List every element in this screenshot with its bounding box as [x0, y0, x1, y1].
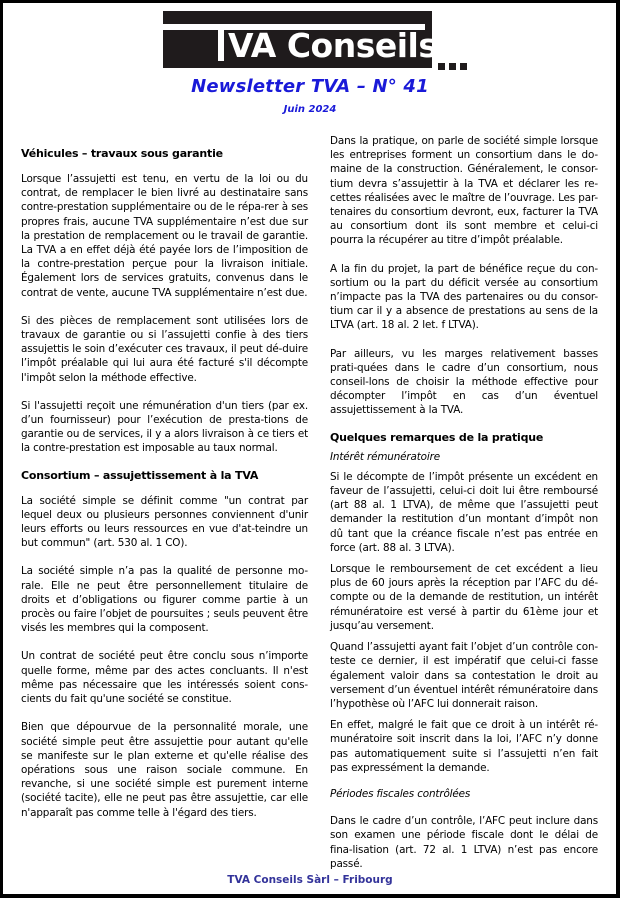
section-heading-remarks: Quelques remarques de la pratique — [330, 430, 544, 444]
paragraph: Lorsque le remboursement de cet excédent a lieu plus de 60 jours après la réception par l’AFC du dé-compte ou de la demande de restitution, un intérêt rémunératoire est versé à partir du 61ème jour et jusqu’au versement. — [330, 563, 598, 632]
paragraph: La société simple se définit comme "un contrat par lequel deux ou plusieurs personnes conviennent d'unir leurs efforts ou leurs ressources en vue d'at-teindre un but commun" (art. 530 al. 1 CO). — [21, 494, 308, 550]
paragraph: Bien que dépourvue de la personnalité morale, une société simple peut être assujettie pour autant qu'elle se manifeste sur le plan externe et qu'elle réalise des opérations sous une raison sociale commune. En revanche, si une société simple est purement interne (société tacite), elle ne peut pas être assujettie, car elle n'apparaît pas comme telle à l'égard des tiers. — [21, 721, 308, 819]
subheading-fiscal-periods: Périodes fiscales contrôlées — [330, 787, 471, 800]
right-column — [330, 134, 598, 871]
logo-ellipsis-icon — [438, 57, 474, 67]
paragraph: Dans le cadre d’un contrôle, l’AFC peut inclure dans son examen une période fiscale dont le délai de fina-lisation (art. 72 al. 1 LTVA) n’est pas encore passé. — [330, 815, 598, 870]
paragraph: Un contrat de société peut être conclu sous n’importe quelle forme, même par des actes concluants. Il n'est même pas nécessaire que les intéressés soient cons-cients du fait qu'une société se constitue. — [21, 650, 308, 706]
newsletter-title: Newsletter TVA – N° 41 — [191, 76, 429, 97]
paragraph: Quand l’assujetti ayant fait l’objet d’un contrôle con-teste ce dernier, il est impératif que celui-ci fasse également valoir dans sa contestation le droit au versement d’un éventuel intérêt rémunératoire dans l’hypothèse où l’AFC lui donnerait raison. — [330, 641, 598, 710]
paragraph: Par ailleurs, vu les marges relativement basses prati-quées dans le cadre d’un consortium, nous conseil-lons de choisir la méthode effective pour décompter l’impôt en cas d’un éventuel assujettissement à la TVA. — [330, 347, 598, 417]
paragraph: Dans la pratique, on parle de société simple lorsque les entreprises forment un consortium dans le do-maine de la construction. Généralement, le consor-tium devra s’assujettir à la TVA et déclarer les re-cettes réalisées avec le maître de l’ouvrage. Les par-tenaires du consortium devront, eux, facturer la TVA au consortium dont ils sont membre et celui-ci pourra la récupérer au titre d’impôt préalable. — [330, 135, 598, 247]
paragraph: Lorsque l’assujetti est tenu, en vertu de la loi ou du contrat, de remplacer le bien livré au destinataire sans contre-prestation supplémentaire ou de le répa-rer à ses propres frais, aucune TVA supplémentaire n’est due sur la prestation de remplacement ou le travail de garantie. La TVA a en effet déjà été payée lors de l’imposition de la contre-prestation perçue pour la livraison initiale. Également lors de services gratuits, convenus dans le contrat de vente, aucune TVA supplémentaire n’est due. — [21, 173, 308, 299]
footer-company: TVA Conseils Sàrl – Fribourg — [227, 874, 393, 886]
paragraph: A la fin du projet, la part de bénéfice reçue du con-sortium ou la part du déficit versée au consortium n’impacte pas la TVA des partenaires ou du consor-tium car il y a absence de prestations au sens de la LTVA (art. 18 al. 2 let. f LTVA). — [330, 262, 598, 332]
logo-t-stem — [218, 30, 224, 61]
subheading-interest: Intérêt rémunératoire — [330, 450, 440, 463]
left-column — [21, 137, 308, 820]
paragraph: Si le décompte de l’impôt présente un excédent en faveur de l’assujetti, celui-ci doit lui être remboursé (art 88 al. 1 LTVA), de même que l’assujetti peut demander la restitution d’un montant d’impôt non dû tant que la créance fiscale n’est pas entrée en force (art. 88 al. 3 LTVA). — [330, 470, 598, 554]
paragraph: En effet, malgré le fait que ce droit à un intérêt ré-munératoire soit inscrit dans la loi, l’AFC n’y donne pas automatiquement suite si l’assujetti n’en fait pas expressément la demande. — [330, 719, 598, 774]
logo-text: VA Conseils — [228, 26, 438, 65]
newsletter-date: Juin 2024 — [283, 104, 337, 115]
paragraph: Si l'assujetti reçoit une rémunération d'un tiers (par ex. d’un fournisseur) pour l’exécution de presta-tions de garantie ou de services, il y a alors livraison à ce tiers et la contre-prestation est imposable au taux normal. — [21, 399, 308, 455]
section-heading-vehicles: Véhicules – travaux sous garantie — [21, 147, 223, 160]
section-heading-consortium: Consortium – assujettissement à la TVA — [21, 468, 259, 482]
paragraph: La société simple n’a pas la qualité de personne mo-rale. Elle ne peut être personnellement titulaire de droits et d’obligations ou figurer comme partie à un procès ou faire l’objet de poursuites ; seuls peuvent être visés les membres qui la composent. — [21, 565, 308, 635]
paragraph: Si des pièces de remplacement sont utilisées lors de travaux de garantie ou si l’assujetti confie à des tiers assujettis le soin d’exécuter ces travaux, il peut dé-duire l’impôt préalable qui lui aura été facturé s'il décompte l'impôt selon la méthode effective. — [21, 314, 308, 384]
company-logo — [163, 11, 438, 68]
